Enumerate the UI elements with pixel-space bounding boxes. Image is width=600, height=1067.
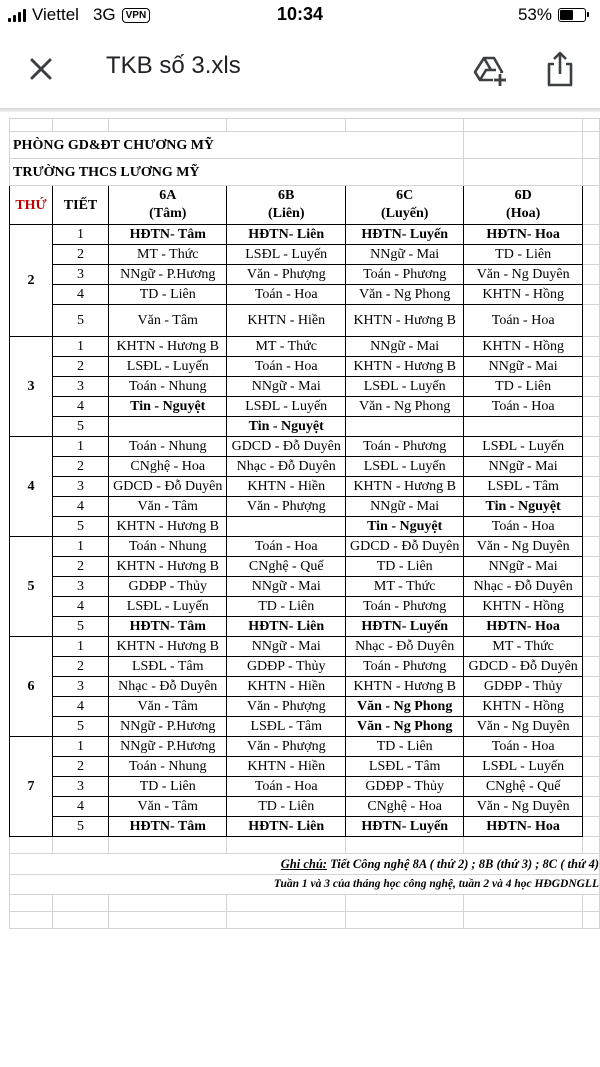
- schedule-cell[interactable]: NNgữ - Mai: [345, 245, 463, 265]
- schedule-cell[interactable]: TD - Liên: [227, 597, 345, 617]
- battery-percent: 53%: [517, 5, 552, 24]
- sheet-cell[interactable]: [582, 119, 599, 132]
- period-cell[interactable]: 4: [53, 397, 109, 417]
- sheet-cell[interactable]: [10, 837, 53, 854]
- schedule-cell[interactable]: GDCD - Đỗ Duyên: [464, 657, 582, 677]
- sheet-cell[interactable]: [582, 577, 599, 597]
- schedule-cell[interactable]: HĐTN- Tâm: [109, 617, 227, 637]
- sheet-cell[interactable]: [53, 119, 109, 132]
- schedule-cell[interactable]: TD - Liên: [227, 797, 345, 817]
- schedule-cell[interactable]: Toán - Phương: [345, 657, 463, 677]
- schedule-cell[interactable]: Văn - Ng Phong: [345, 697, 463, 717]
- class-header-cell[interactable]: [464, 186, 582, 225]
- schedule-cell[interactable]: Tin - Nguyệt: [345, 517, 463, 537]
- schedule-cell[interactable]: MT - Thức: [345, 577, 463, 597]
- sheet-cell[interactable]: [582, 265, 599, 285]
- day-cell[interactable]: 3: [10, 337, 53, 437]
- schedule-cell[interactable]: Toán - Nhung: [109, 757, 227, 777]
- day-cell[interactable]: 7: [10, 737, 53, 837]
- period-cell[interactable]: 4: [53, 497, 109, 517]
- schedule-cell[interactable]: NNgữ - Mai: [227, 377, 345, 397]
- schedule-cell[interactable]: Toán - Nhung: [109, 377, 227, 397]
- schedule-cell[interactable]: GDCD - Đỗ Duyên: [345, 537, 463, 557]
- schedule-cell[interactable]: Toán - Nhung: [109, 437, 227, 457]
- period-cell[interactable]: 4: [53, 597, 109, 617]
- schedule-cell[interactable]: Văn - Tâm: [109, 797, 227, 817]
- sheet-cell[interactable]: [582, 245, 599, 265]
- sheet-cell[interactable]: [53, 837, 109, 854]
- sheet-cell[interactable]: [582, 537, 599, 557]
- sheet-cell[interactable]: [10, 912, 53, 929]
- schedule-cell[interactable]: MT - Thức: [109, 245, 227, 265]
- sheet-cell[interactable]: [109, 912, 227, 929]
- schedule-cell[interactable]: KHTN - Hương B: [109, 517, 227, 537]
- schedule-cell[interactable]: GDĐP - Thủy: [345, 777, 463, 797]
- period-cell[interactable]: 5: [53, 817, 109, 837]
- schedule-cell[interactable]: KHTN - Hồng: [464, 337, 582, 357]
- class-teacher: (Luyến): [380, 206, 429, 221]
- schedule-cell[interactable]: KHTN - Hương B: [109, 637, 227, 657]
- sheet-cell[interactable]: [582, 305, 599, 337]
- school-header-cell[interactable]: PHÒNG GD&ĐT CHƯƠNG MỸ: [10, 132, 464, 159]
- sheet-cell[interactable]: [582, 637, 599, 657]
- schedule-cell[interactable]: NNgữ - Mai: [227, 637, 345, 657]
- sheet-cell[interactable]: [109, 119, 227, 132]
- sheet-cell[interactable]: [582, 397, 599, 417]
- sheet-cell[interactable]: [53, 895, 109, 912]
- schedule-cell[interactable]: Văn - Phượng: [227, 497, 345, 517]
- schedule-cell[interactable]: CNghệ - Quế: [227, 557, 345, 577]
- schedule-cell[interactable]: NNgữ - Mai: [464, 457, 582, 477]
- class-header-cell[interactable]: [227, 186, 345, 225]
- spreadsheet-view[interactable]: [0, 112, 600, 1067]
- sheet-cell[interactable]: [10, 119, 53, 132]
- schedule-cell[interactable]: KHTN - Hồng: [464, 597, 582, 617]
- sheet-cell[interactable]: [582, 517, 599, 537]
- sheet-cell[interactable]: [464, 132, 582, 159]
- schedule-cell[interactable]: LSĐL - Luyến: [227, 397, 345, 417]
- schedule-cell[interactable]: KHTN - Hiền: [227, 305, 345, 337]
- schedule-cell[interactable]: KHTN - Hiền: [227, 477, 345, 497]
- schedule-cell[interactable]: Tin - Nguyệt: [464, 497, 582, 517]
- schedule-cell[interactable]: KHTN - Hương B: [345, 477, 463, 497]
- schedule-cell[interactable]: Văn - Ng Duyên: [464, 717, 582, 737]
- period-cell[interactable]: 5: [53, 517, 109, 537]
- schedule-cell[interactable]: TD - Liên: [109, 285, 227, 305]
- sheet-cell[interactable]: [345, 837, 463, 854]
- schedule-cell[interactable]: KHTN - Hương B: [345, 677, 463, 697]
- day-cell[interactable]: 6: [10, 637, 53, 737]
- sheet-cell[interactable]: [582, 186, 599, 225]
- schedule-cell[interactable]: LSĐL - Luyến: [464, 437, 582, 457]
- class-teacher: (Liên): [267, 206, 305, 221]
- sheet-cell[interactable]: [582, 757, 599, 777]
- sheet-cell[interactable]: [582, 737, 599, 757]
- schedule-cell[interactable]: Văn - Tâm: [109, 305, 227, 337]
- battery-icon: [558, 8, 586, 22]
- schedule-cell[interactable]: TD - Liên: [109, 777, 227, 797]
- schedule-cell[interactable]: HĐTN- Luyến: [345, 225, 463, 245]
- schedule-cell[interactable]: TD - Liên: [464, 245, 582, 265]
- sheet-cell[interactable]: [227, 837, 345, 854]
- schedule-cell[interactable]: Tin - Nguyệt: [109, 397, 227, 417]
- schedule-cell[interactable]: Toán - Phương: [345, 265, 463, 285]
- sheet-cell[interactable]: [582, 477, 599, 497]
- col-header-tiet[interactable]: TIẾT: [53, 186, 109, 225]
- class-teacher: (Tâm): [149, 206, 187, 221]
- class-name: 6B: [278, 188, 295, 203]
- sheet-cell[interactable]: [109, 895, 227, 912]
- sheet-cell[interactable]: [582, 797, 599, 817]
- period-cell[interactable]: 1: [53, 637, 109, 657]
- period-cell[interactable]: 2: [53, 657, 109, 677]
- status-time: 10:34: [276, 4, 324, 24]
- period-cell[interactable]: 2: [53, 245, 109, 265]
- sheet-cell[interactable]: [345, 119, 463, 132]
- sheet-cell[interactable]: [464, 912, 582, 929]
- schedule-cell[interactable]: MT - Thức: [227, 337, 345, 357]
- network-label: 3G: [92, 5, 116, 24]
- schedule-cell[interactable]: LSĐL - Tâm: [109, 657, 227, 677]
- schedule-cell[interactable]: CNghệ - Hoa: [345, 797, 463, 817]
- schedule-cell[interactable]: Toán - Hoa: [464, 305, 582, 337]
- sheet-cell[interactable]: [582, 597, 599, 617]
- schedule-cell[interactable]: NNgữ - P.Hương: [109, 717, 227, 737]
- period-cell[interactable]: 1: [53, 537, 109, 557]
- schedule-cell[interactable]: HĐTN- Liên: [227, 225, 345, 245]
- schedule-cell[interactable]: Toán - Hoa: [227, 357, 345, 377]
- period-cell[interactable]: 1: [53, 337, 109, 357]
- document-title: TKB số 3.xls: [106, 52, 241, 79]
- schedule-cell[interactable]: HĐTN- Liên: [227, 617, 345, 637]
- day-cell[interactable]: 5: [10, 537, 53, 637]
- sheet-cell[interactable]: [345, 912, 463, 929]
- sheet-cell[interactable]: [109, 837, 227, 854]
- carrier-label: Viettel: [32, 5, 79, 24]
- schedule-cell[interactable]: HĐTN- Tâm: [109, 817, 227, 837]
- period-cell[interactable]: 5: [53, 717, 109, 737]
- schedule-cell[interactable]: Văn - Phượng: [227, 265, 345, 285]
- schedule-cell[interactable]: KHTN - Hiền: [227, 757, 345, 777]
- schedule-cell[interactable]: Toán - Hoa: [464, 737, 582, 757]
- sheet-cell[interactable]: [582, 225, 599, 245]
- schedule-cell[interactable]: LSĐL - Luyến: [345, 377, 463, 397]
- sheet-cell[interactable]: [227, 119, 345, 132]
- class-header-cell[interactable]: [109, 186, 227, 225]
- sheet-cell[interactable]: [582, 377, 599, 397]
- schedule-cell[interactable]: TD - Liên: [345, 737, 463, 757]
- sheet-cell[interactable]: [582, 777, 599, 797]
- schedule-cell[interactable]: HĐTN- Luyến: [345, 817, 463, 837]
- col-header-thu[interactable]: THỨ: [10, 186, 53, 225]
- schedule-cell[interactable]: KHTN - Hồng: [464, 697, 582, 717]
- schedule-cell[interactable]: HĐTN- Liên: [227, 817, 345, 837]
- schedule-cell[interactable]: TD - Liên: [345, 557, 463, 577]
- schedule-cell[interactable]: Văn - Ng Phong: [345, 285, 463, 305]
- schedule-cell[interactable]: LSĐL - Luyến: [109, 597, 227, 617]
- schedule-cell[interactable]: GDĐP - Thủy: [464, 677, 582, 697]
- period-cell[interactable]: 3: [53, 677, 109, 697]
- schedule-cell[interactable]: Văn - Phượng: [227, 697, 345, 717]
- sheet-cell[interactable]: [582, 817, 599, 837]
- sheet-cell[interactable]: [582, 557, 599, 577]
- schedule-cell[interactable]: CNghệ - Hoa: [109, 457, 227, 477]
- schedule-cell[interactable]: Văn - Ng Duyên: [464, 265, 582, 285]
- class-header-cell[interactable]: [345, 186, 463, 225]
- sheet-cell[interactable]: [582, 837, 599, 854]
- sheet-cell[interactable]: [464, 119, 582, 132]
- schedule-cell[interactable]: Văn - Phượng: [227, 737, 345, 757]
- schedule-cell[interactable]: HĐTN- Tâm: [109, 225, 227, 245]
- period-cell[interactable]: 3: [53, 577, 109, 597]
- period-cell[interactable]: 1: [53, 737, 109, 757]
- sheet-cell[interactable]: [582, 357, 599, 377]
- schedule-cell[interactable]: [227, 517, 345, 537]
- note-text: Tiết Công nghệ 8A ( thứ 2) ; 8B (thứ 3) ; 8C ( thứ 4): [330, 856, 599, 871]
- sheet-cell[interactable]: [227, 895, 345, 912]
- schedule-cell[interactable]: Nhạc - Đỗ Duyên: [109, 677, 227, 697]
- period-cell[interactable]: 3: [53, 265, 109, 285]
- schedule-cell[interactable]: Toán - Hoa: [227, 285, 345, 305]
- status-bar: [0, 0, 600, 32]
- schedule-cell[interactable]: CNghệ - Quế: [464, 777, 582, 797]
- timetable-grid: [9, 118, 600, 929]
- sheet-cell[interactable]: [582, 912, 599, 929]
- share-icon[interactable]: [542, 50, 578, 88]
- class-name: 6A: [159, 188, 177, 203]
- sheet-cell[interactable]: [10, 895, 53, 912]
- sheet-cell[interactable]: [582, 617, 599, 637]
- schedule-cell[interactable]: LSĐL - Luyến: [464, 757, 582, 777]
- schedule-cell[interactable]: KHTN - Hương B: [345, 357, 463, 377]
- sheet-cell[interactable]: [53, 912, 109, 929]
- sheet-cell[interactable]: [582, 159, 599, 186]
- period-cell[interactable]: 4: [53, 285, 109, 305]
- note-cell-2[interactable]: Tuần 1 và 3 của tháng học công nghệ, tuần 2 và 4 học HĐGDNGLL: [10, 875, 600, 895]
- schedule-cell[interactable]: MT - Thức: [464, 637, 582, 657]
- schedule-cell[interactable]: NNgữ - P.Hương: [109, 737, 227, 757]
- status-right: [518, 5, 586, 25]
- sheet-cell[interactable]: [582, 132, 599, 159]
- schedule-cell[interactable]: Toán - Hoa: [227, 537, 345, 557]
- schedule-cell[interactable]: GDCD - Đỗ Duyên: [227, 437, 345, 457]
- period-cell[interactable]: 2: [53, 457, 109, 477]
- schedule-cell[interactable]: Nhạc - Đỗ Duyên: [345, 637, 463, 657]
- schedule-cell[interactable]: Tin - Nguyệt: [227, 417, 345, 437]
- schedule-cell[interactable]: NNgữ - P.Hương: [109, 265, 227, 285]
- period-cell[interactable]: 3: [53, 477, 109, 497]
- app-toolbar: [0, 32, 600, 108]
- period-cell[interactable]: 5: [53, 617, 109, 637]
- schedule-cell[interactable]: Nhạc - Đỗ Duyên: [227, 457, 345, 477]
- day-cell[interactable]: 4: [10, 437, 53, 537]
- period-cell[interactable]: 4: [53, 697, 109, 717]
- schedule-cell[interactable]: GDĐP - Thủy: [227, 657, 345, 677]
- schedule-cell[interactable]: HĐTN- Hoa: [464, 617, 582, 637]
- schedule-cell[interactable]: Văn - Ng Phong: [345, 717, 463, 737]
- sheet-cell[interactable]: [582, 697, 599, 717]
- period-cell[interactable]: 3: [53, 777, 109, 797]
- schedule-cell[interactable]: NNgữ - Mai: [227, 577, 345, 597]
- schedule-cell[interactable]: Toán - Phương: [345, 437, 463, 457]
- schedule-cell[interactable]: NNgữ - Mai: [464, 557, 582, 577]
- vpn-badge: VPN: [122, 8, 151, 23]
- schedule-cell[interactable]: [345, 417, 463, 437]
- schedule-cell[interactable]: Văn - Ng Duyên: [464, 797, 582, 817]
- period-cell[interactable]: 1: [53, 437, 109, 457]
- class-name: 6D: [514, 188, 532, 203]
- schedule-cell[interactable]: NNgữ - Mai: [345, 497, 463, 517]
- note-cell[interactable]: [10, 854, 600, 875]
- schedule-cell[interactable]: LSĐL - Luyến: [345, 457, 463, 477]
- class-teacher: (Hoa): [506, 206, 541, 221]
- schedule-cell[interactable]: GDĐP - Thủy: [109, 577, 227, 597]
- schedule-cell[interactable]: KHTN - Hương B: [345, 305, 463, 337]
- schedule-cell[interactable]: HĐTN- Hoa: [464, 225, 582, 245]
- sheet-cell[interactable]: [582, 717, 599, 737]
- period-cell[interactable]: 2: [53, 557, 109, 577]
- schedule-cell[interactable]: KHTN - Hồng: [464, 285, 582, 305]
- sheet-cell[interactable]: [345, 895, 463, 912]
- schedule-cell[interactable]: Văn - Tâm: [109, 497, 227, 517]
- schedule-cell[interactable]: Toán - Hoa: [227, 777, 345, 797]
- add-to-drive-icon[interactable]: [472, 52, 508, 88]
- schedule-cell[interactable]: Văn - Tâm: [109, 697, 227, 717]
- schedule-cell[interactable]: GDCD - Đỗ Duyên: [109, 477, 227, 497]
- sheet-cell[interactable]: [582, 417, 599, 437]
- schedule-cell[interactable]: Toán - Hoa: [464, 517, 582, 537]
- sheet-cell[interactable]: [582, 337, 599, 357]
- schedule-cell[interactable]: LSĐL - Luyến: [109, 357, 227, 377]
- sheet-cell[interactable]: [464, 837, 582, 854]
- day-cell[interactable]: 2: [10, 225, 53, 337]
- sheet-cell[interactable]: [227, 912, 345, 929]
- period-cell[interactable]: 5: [53, 417, 109, 437]
- sheet-cell[interactable]: [582, 285, 599, 305]
- period-cell[interactable]: 4: [53, 797, 109, 817]
- schedule-cell[interactable]: Văn - Ng Duyên: [464, 537, 582, 557]
- sheet-cell[interactable]: [582, 657, 599, 677]
- sheet-cell[interactable]: [464, 159, 582, 186]
- schedule-cell[interactable]: LSĐL - Tâm: [464, 477, 582, 497]
- schedule-cell[interactable]: KHTN - Hương B: [109, 337, 227, 357]
- sheet-cell[interactable]: [582, 497, 599, 517]
- schedule-cell[interactable]: Văn - Ng Phong: [345, 397, 463, 417]
- schedule-cell[interactable]: TD - Liên: [464, 377, 582, 397]
- class-name: 6C: [396, 188, 414, 203]
- period-cell[interactable]: 1: [53, 225, 109, 245]
- schedule-cell[interactable]: KHTN - Hương B: [109, 557, 227, 577]
- period-cell[interactable]: 5: [53, 305, 109, 337]
- schedule-cell[interactable]: [464, 417, 582, 437]
- school-header-cell[interactable]: TRƯỜNG THCS LƯƠNG MỸ: [10, 159, 464, 186]
- sheet-cell[interactable]: [582, 437, 599, 457]
- schedule-cell[interactable]: LSĐL - Tâm: [227, 717, 345, 737]
- period-cell[interactable]: 3: [53, 377, 109, 397]
- sheet-cell[interactable]: [582, 457, 599, 477]
- period-cell[interactable]: 2: [53, 757, 109, 777]
- schedule-cell[interactable]: HĐTN- Luyến: [345, 617, 463, 637]
- schedule-cell[interactable]: Toán - Phương: [345, 597, 463, 617]
- schedule-cell[interactable]: Nhạc - Đỗ Duyên: [464, 577, 582, 597]
- schedule-cell[interactable]: LSĐL - Tâm: [345, 757, 463, 777]
- schedule-cell[interactable]: NNgữ - Mai: [345, 337, 463, 357]
- schedule-cell[interactable]: LSĐL - Luyến: [227, 245, 345, 265]
- sheet-cell[interactable]: [582, 677, 599, 697]
- schedule-cell[interactable]: [109, 417, 227, 437]
- schedule-cell[interactable]: HĐTN- Hoa: [464, 817, 582, 837]
- note-label: Ghi chú:: [280, 856, 327, 871]
- period-cell[interactable]: 2: [53, 357, 109, 377]
- schedule-cell[interactable]: Toán - Hoa: [464, 397, 582, 417]
- schedule-cell[interactable]: KHTN - Hiền: [227, 677, 345, 697]
- close-icon[interactable]: [26, 54, 56, 84]
- sheet-cell[interactable]: [464, 895, 582, 912]
- schedule-cell[interactable]: NNgữ - Mai: [464, 357, 582, 377]
- schedule-cell[interactable]: Toán - Nhung: [109, 537, 227, 557]
- sheet-cell[interactable]: [582, 895, 599, 912]
